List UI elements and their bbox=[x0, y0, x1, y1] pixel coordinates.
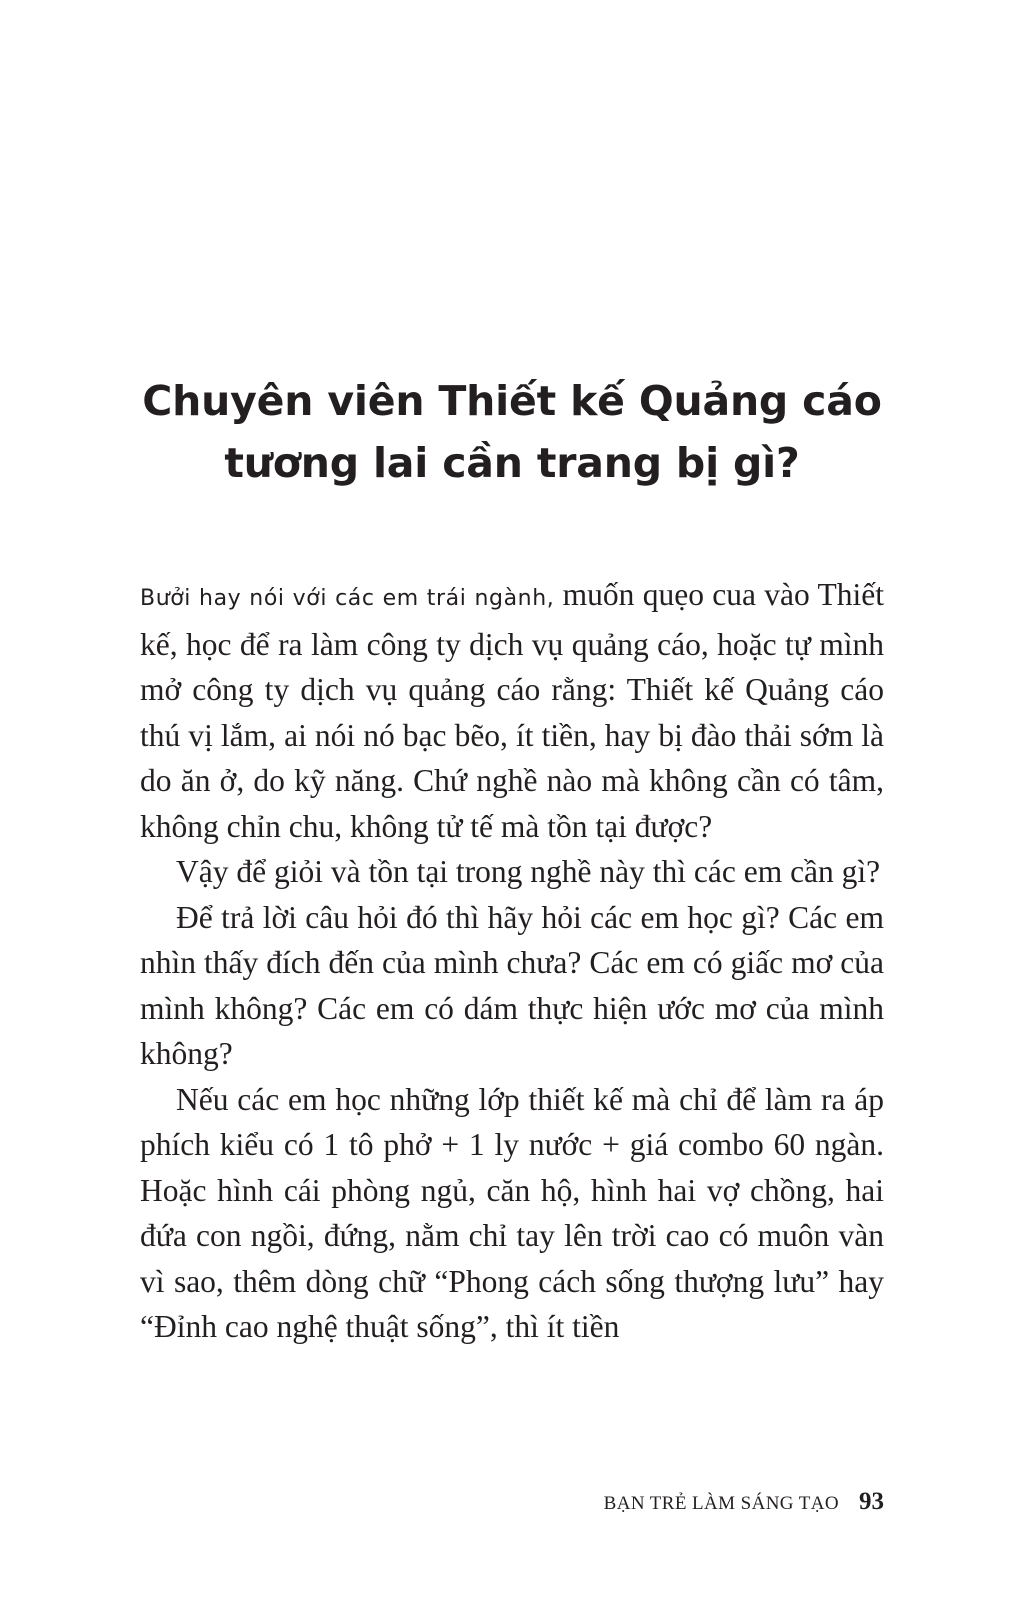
paragraph-3: Để trả lời câu hỏi đó thì hãy hỏi các em học gì? Các em nhìn thấy đích đến của mình chưa? Các em có giấc mơ của mình không? Các em có dám thực hiện ước mơ của mình không? bbox=[140, 899, 884, 1071]
body-text bbox=[140, 572, 884, 1350]
paragraph-1-text: muốn quẹo cua vào Thiết kế, học để ra làm công ty dịch vụ quảng cáo, hoặc tự mình mở công ty dịch vụ quảng cáo rằng: Thiết kế Quảng cáo thú vị lắm, ai nói nó bạc bẽo, ít tiền, hay bị đào thải sớm là do ăn ở, do kỹ năng. Chứ nghề nào mà không cần có tâm, không chỉn chu, không tử tế mà tồn tại được? bbox=[140, 577, 884, 844]
paragraph-1 bbox=[140, 572, 884, 849]
lead-in-smallcaps: Bưởi hay nói với các em trái ngành, bbox=[140, 586, 555, 611]
page-number: 93 bbox=[859, 1488, 884, 1515]
paragraph-4: Nếu các em học những lớp thiết kế mà chỉ để làm ra áp phích kiểu có 1 tô phở + 1 ly nước + giá combo 60 ngàn. Hoặc hình cái phòng ngủ, căn hộ, hình hai vợ chồng, hai đứa con ngồi, đứng, nằm chỉ tay lên trời cao có muôn vàn vì sao, thêm dòng chữ “Phong cách sống thượng lưu” hay “Đỉnh cao nghệ thuật sống”, thì ít tiền bbox=[140, 1081, 884, 1344]
running-footer bbox=[604, 1488, 884, 1516]
paragraph-2: Vậy để giỏi và tồn tại trong nghề này thì các em cần gì? bbox=[176, 854, 881, 889]
chapter-title bbox=[100, 370, 924, 494]
footer-book-title: BẠN TRẺ LÀM SÁNG TẠO bbox=[603, 1493, 839, 1514]
chapter-title-line-1: Chuyên viên Thiết kế Quảng cáo bbox=[142, 377, 882, 425]
chapter-title-line-2: tương lai cần trang bị gì? bbox=[224, 439, 800, 487]
